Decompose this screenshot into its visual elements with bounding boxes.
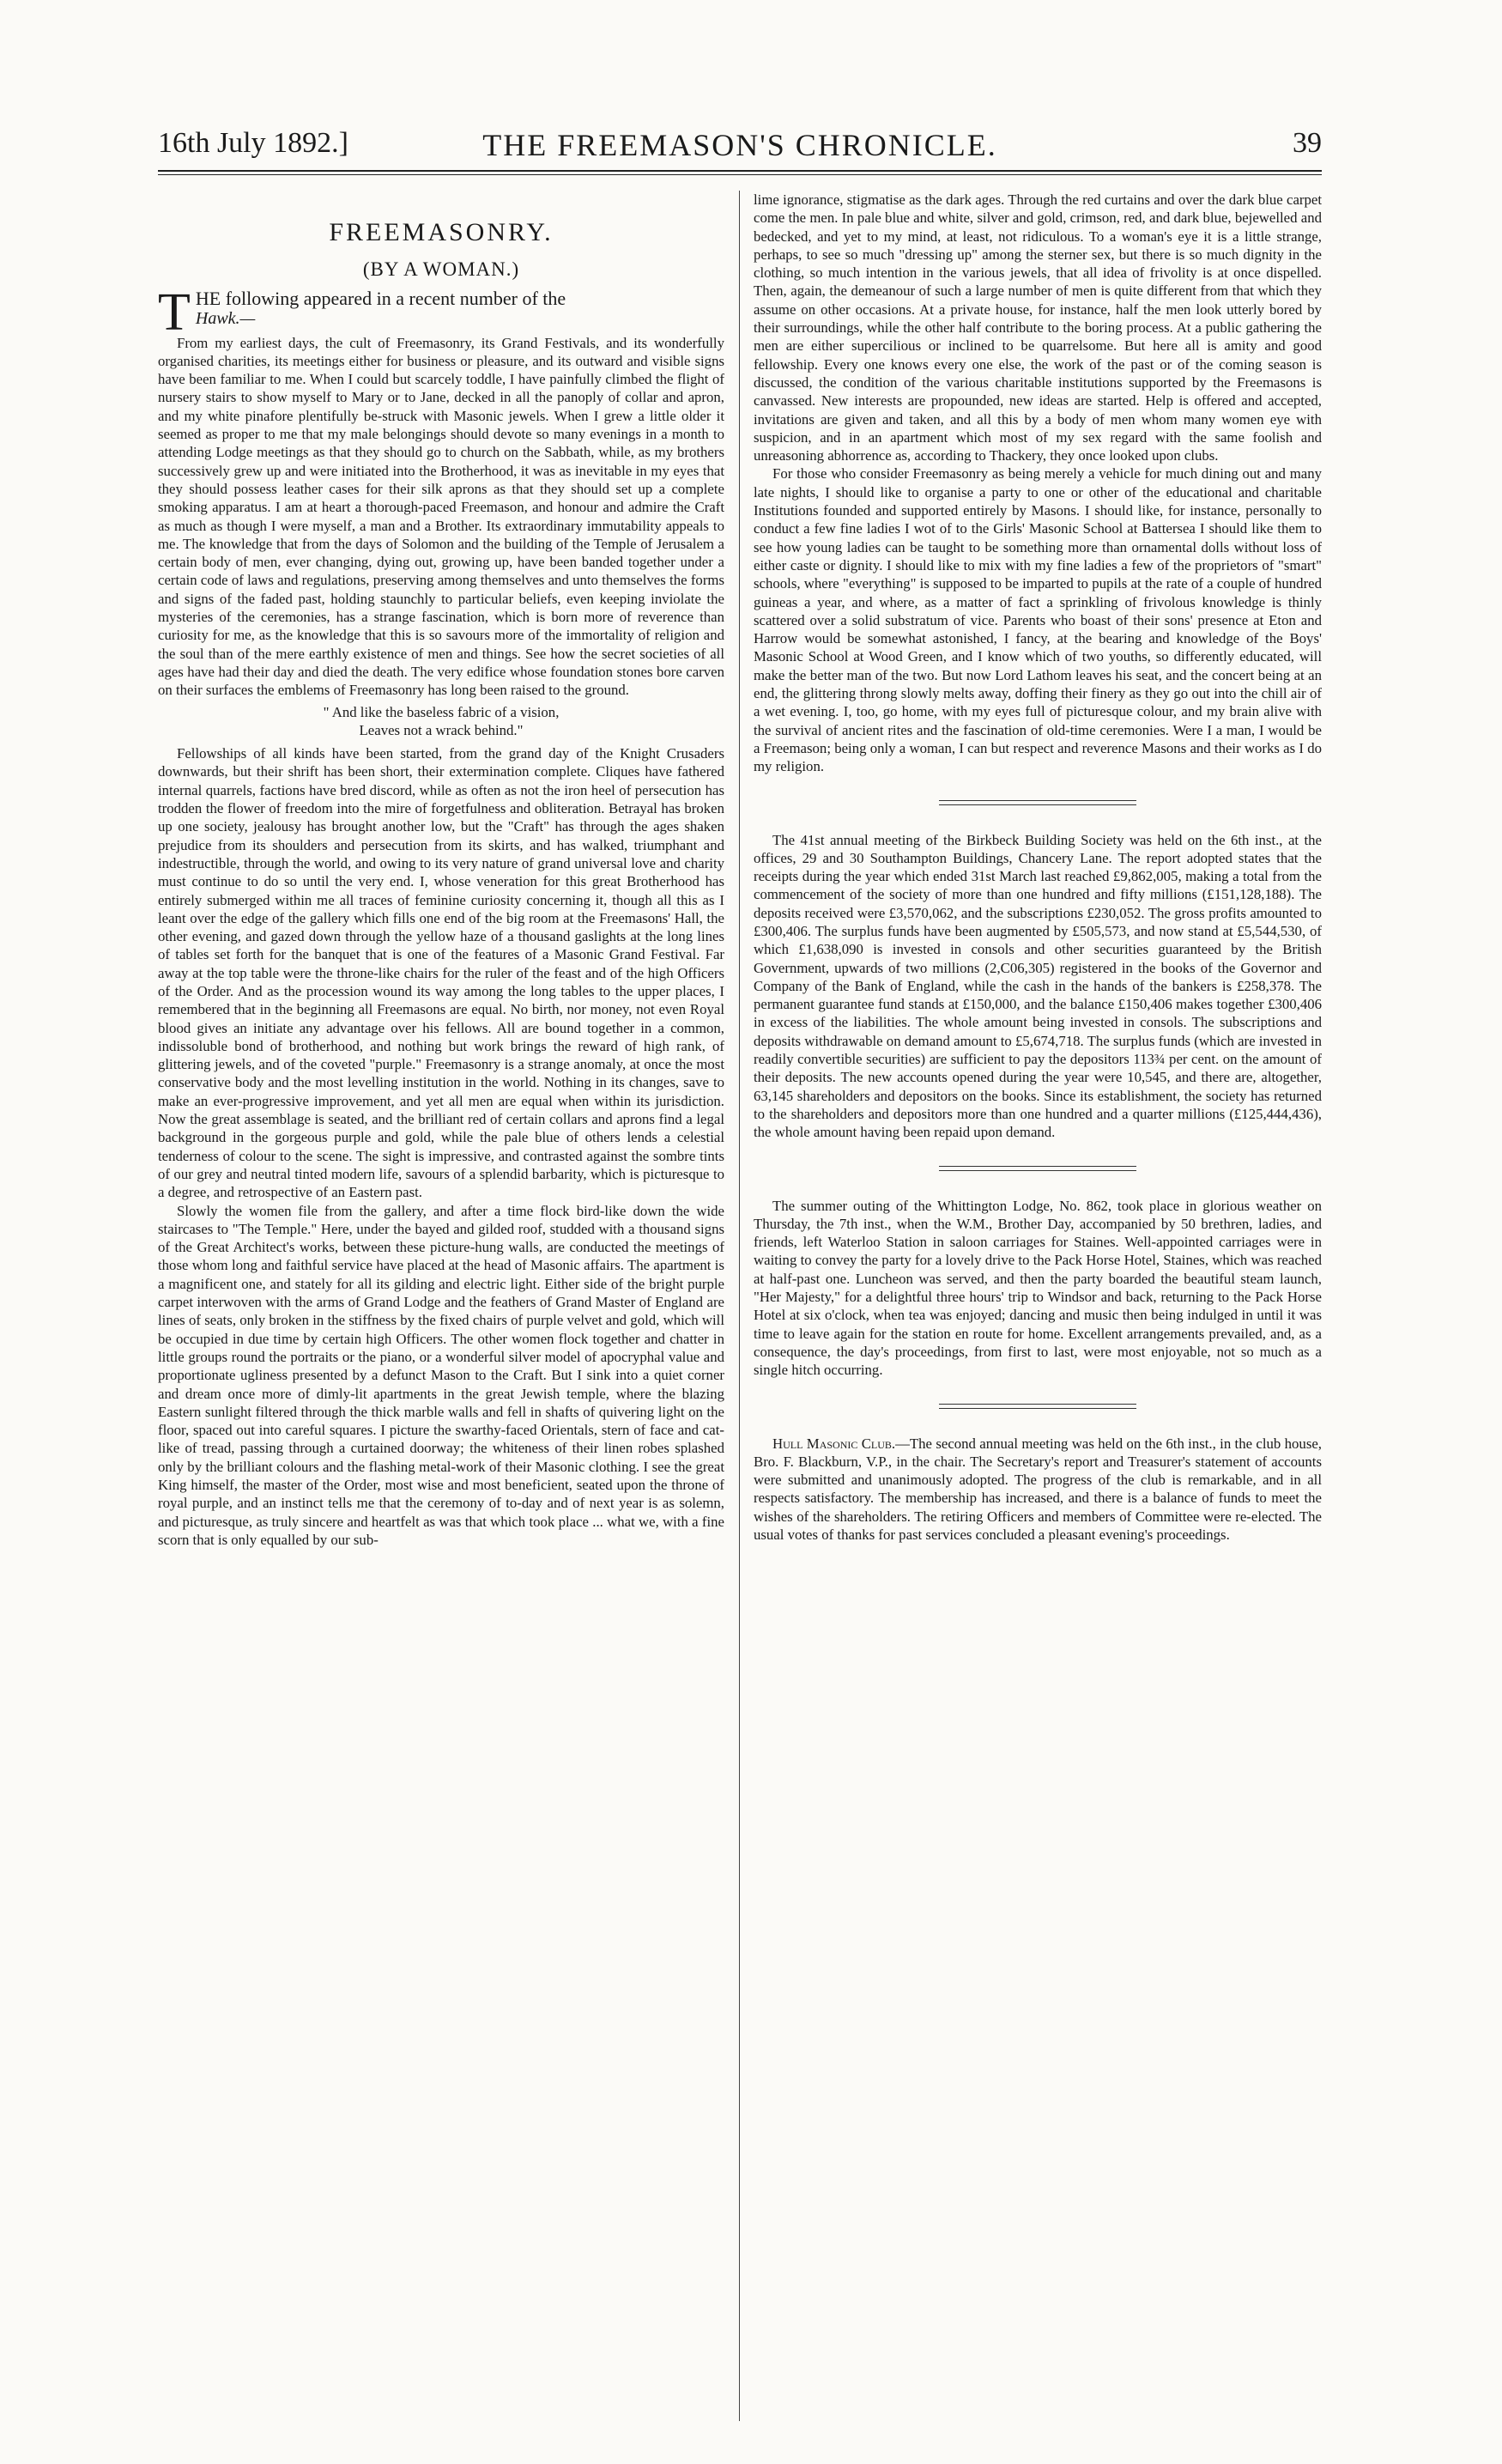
header-rule xyxy=(158,170,1322,172)
section-separator xyxy=(939,800,1136,805)
article-title: FREEMASONRY. xyxy=(329,218,554,246)
article-paragraph: Fellowships of all kinds have been started, from the grand day of the Knight Crusaders downwards, but their shrift has been short, their extermination complete. Cliques have fathered internal quarrels, factions have bred discord, while as often as not the iron heel of persecution has trodden the flower of freedom into the mire of forgetfulness and obliteration. Betrayal has broken up one society, jealousy has brought another low, but the "Craft" has through the ages shaken prejudice from its shoulders and persecution from its skirts, and has walked, triumphant and indestructible, through the world, and owing to its very nature of grand universal love and charity must continue to do so until the very end. I, whose veneration for this great Brotherhood has entirely submerged within me all traces of feminine curiosity concerning it, though all this as I leant over the edge of the gallery which fills one end of the big room at the Freemasons' Hall, the other evening, and gazed down through the yellow haze of a thousand gaslights at the long lines of tables set forth for the banquet that is one of the features of a Masonic Grand Festival. Far away at the top table were the throne-like chairs for the ruler of the feast and of the high Officers of the Order. And as the procession wound its way among the long tables to the upper places, I remembered that in the beginning all Freemasons are equal. No birth, nor money, not even Royal blood gives an initiate any advantage over his fellows. All are bound together in a common, indissoluble bond of brotherhood, and nothing but work brings the reward of high rank, of glittering jewels, and of the coveted "purple." Freemasonry is a strange anomaly, at once the most conservative body and the most levelling institution in the world. Nothing in its changes, save to make an ever-progressive improvement, and yet all men are equal when within its jurisdiction. Now the great assemblage is seated, and the brilliant red of certain collars and aprons find a legal background in the gorgeous purple and gold, while the pale blue of others lends a celestial tenderness of colour to the scene. The sight is impressive, and contrasted against the sombre tints of our grey and neutral tinted modern life, savours of a splendid barbarity, which is picturesque to a degree, and retrospective of an Eastern past. xyxy=(158,745,724,1201)
column-divider xyxy=(739,191,740,2421)
lead-source xyxy=(158,310,724,328)
birkbeck-notice: The 41st annual meeting of the Birkbeck Building Society was held on the 6th inst., at the offices, 29 and 30 Southampton Buildings, Chancery Lane. The report adopted states that the receipts during the year which ended 31st March last reached £9,862,005, making a total from the commencement of the society of more than one hundred and fifty millions (£151,128,188). The deposits received were £3,570,062, and the subscriptions £230,052. The gross profits amounted to £300,406. The surplus funds have been augmented by £505,573, and now stand at £5,544,530, of which £1,638,090 is invested in consols and other securities guaranteed by the British Government, upwards of two millions (2,C06,305) registered in the books of the Governor and Company of the Bank of England, while the cash in the hands of the bankers is £258,378. The permanent guarantee fund stands at £150,000, and the balance £150,406 makes together £300,406 in excess of the liabilities. The whole amount being invested in consols. The subscriptions and deposits withdrawable on demand amount to £5,674,718. The surplus funds (which are invested in readily convertible securities) are sufficient to pay the depositors 113¾ per cent. on the amount of their deposits. The new accounts opened during the year were 10,545, and there are, altogether, 63,145 shareholders and depositors on the books. Since its establishment, the society has returned to the shareholders and depositors more than one hundred and a quarter millions (£125,444,436), the whole amount having been repaid upon demand. xyxy=(754,831,1322,1141)
verse-line: " And like the baseless fabric of a vision, xyxy=(323,703,560,720)
article-paragraph: From my earliest days, the cult of Freemasonry, its Grand Festivals, and its wonderfully organised charities, its meetings either for business or pleasure, and its outward and visible signs have been familiar to me. When I could but scarcely toddle, I have painfully climbed the flight of nursery stairs to show myself to Mary or to Jane, decked in all the panoply of collar and apron, and my white pinafore plentifully be-struck with Masonic jewels. When I grew a little older it seemed as proper to me that my male belongings should devote so many evenings in a month to attending Lodge meetings as that they should go to church on the Sabbath, while, as my brothers successively grew up and were initiated into the Brotherhood, it was as inevitable in my eyes that they should possess leather cases for their silk aprons as that they should set up a complete smoking apparatus. I am at heart a thorough-paced Freemason, and honour and admire the Craft as much as though I were myself, a man and a Brother. Its extraordinary immutability appeals to me. The knowledge that from the days of Solomon and the building of the Temple of Jerusalem a certain body of men, ever changing, dying out, growing up, have been banded together under a certain code of laws and regulations, preserving among themselves and unto themselves the forms and signs of the faded past, holding staunchly to particular beliefs, even keeping inviolate the mysteries of the ceremonies, has a strange fascination, which is born more of reverence than curiosity for me, as the knowledge that this is so savours more of the immortality of religion and the soul than of the mere earthly existence of men and things. See how the secret societies of all ages have had their day and died the death. The very edifice whose foundation stones bore carven on their surfaces the emblems of Freemasonry has long been raised to the ground. xyxy=(158,334,724,699)
section-separator xyxy=(939,1166,1136,1171)
source-name: Hawk.— xyxy=(195,308,256,328)
drop-cap: T xyxy=(158,282,191,342)
left-column xyxy=(158,191,724,1549)
header-rule-thin xyxy=(158,174,1322,175)
lead-text: HE following appeared in a recent number of the xyxy=(195,287,566,309)
hull-text: —The second annual meeting was held on the 6th inst., in the club house, Bro. F. Blackburn, V.P., in the chair. The Secretary's report and Treasurer's statement of accounts were submitted and unanimously adopted. The progress of the club is remarkable, and in all respects satisfactory. The membership has increased, and there is a balance of funds to meet the wishes of the shareholders. The retiring Officers and members of Committee were re-elected. The usual votes of thanks for past services concluded a pleasant evening's proceedings. xyxy=(754,1435,1322,1543)
page-number: 39 xyxy=(1293,127,1322,159)
whittington-notice: The summer outing of the Whittington Lodge, No. 862, took place in glorious weather on Thursday, the 7th inst., when the W.M., Brother Day, accompanied by 50 brethren, ladies, and friends, left Waterloo Station in saloon carriages for Staines. Well-appointed carriages were in waiting to convey the party for a lovely drive to the Pack Horse Hotel, Staines, which was reached at half-past one. Luncheon was served, and then the party boarded the beautiful steam launch, "Her Majesty," for a delightful three hours' trip to Windsor and back, returning to the Pack Horse Hotel at six o'clock, when tea was enjoyed; dancing and music then being indulged in until it was time to leave again for the station en route for home. Excellent arrangements prevailed, and, as a consequence, the day's proceedings, from first to last, were most enjoyable, not so much as a single hitch occurring. xyxy=(754,1197,1322,1379)
issue-date: 16th July 1892.] xyxy=(158,127,348,159)
hull-heading: Hull Masonic Club. xyxy=(772,1435,896,1452)
section-separator xyxy=(939,1404,1136,1409)
article-paragraph: For those who consider Freemasonry as being merely a vehicle for much dining out and many late nights, I should like to organise a party to one or other of the educational and charitable Institutions founded and supported entirely by Masons. I should like, for instance, personally to conduct a few fine ladies I wot of to the Girls' Masonic School at Battersea I should like them to see how young ladies can be taught to be something more than ornamental dolls without loss of either caste or dignity. I should like to mix with my fine ladies a few of the proprietors of "smart" schools, where "everything" is supposed to be imparted to pupils at the rate of a couple of hundred guineas a year, and where, as a matter of fact a sprinkling of frivolous knowledge is thinly scattered over a solid substratum of vice. Parents who boast of their sons' presence at Eton and Harrow would be somewhat astonished, I fancy, at the bearing and knowledge of the Boys' Masonic School at Wood Green, and I know which of two youths, so differently educated, will make the better man of the two. But now Lord Lathom leaves his seat, and the concert being at an end, the glittering throng slowly melts away, doffing their finery as they go out into the chill air of a wet evening. I, too, go home, with my eyes full of picturesque colour, and my brain alive with the survival of ancient rites and the fascination of old-time ceremonies. Were I a man, I would be a Freemason; being only a woman, I can but respect and reverence Masons and their works as I do my religion. xyxy=(754,465,1322,775)
right-column xyxy=(754,191,1322,1544)
article-paragraph: Slowly the women file from the gallery, and after a time flock bird-like down the wide staircases to "The Temple." Here, under the bayed and gilded roof, studded with a thousand signs of the Great Architect's works, between these picture-hung walls, are conducted the meetings of those whom long and faithful service have placed at the head of Masonic affairs. The apartment is a magnificent one, and stately for all its gilding and electric light. Either side of the bright purple carpet interwoven with the arms of Grand Lodge and the feathers of Grand Master of England are lines of seats, only broken in the stiffness by the fixed chairs of purple velvet and gold, which will be occupied in due time by certain high Officers. The other women flock together and chatter in little groups round the portraits or the piano, or a wonderful silver model of apocryphal value and proportionate ugliness presented by a defunct Mason to the Craft. But I sink into a quiet corner and dream once more of dimly-lit apartments in the great Jewish temple, where the blazing Eastern sunlight filtered through the thick marble walls and fell in shafts of quivering light on the floor, spaced out into careful squares. I picture the swarthy-faced Orientals, stern of face and cat-like of tread, passing through a curtained doorway; the whiteness of their linen robes splashed only by the brilliant colours and the flashing metal-work of their Masonic clothing. I see the great King himself, the master of the Order, most wise and most beneficient, seated upon the throne of royal purple, and an instinct tells me that the ceremony of to-day and of next year is as solemn, and picturesque, as truly sincere and heartfelt as was that which took place ... what we, with a fine scorn that is only equalled by our sub- xyxy=(158,1202,724,1548)
article-byline: (BY A WOMAN.) xyxy=(362,258,520,281)
article-paragraph: lime ignorance, stigmatise as the dark ages. Through the red curtains and over the dark blue carpet come the men. In pale blue and white, silver and gold, crimson, red, and dark blue, bejewelled and bedecked, and yet to my mind, at least, not ridiculous. To a woman's eye it is a little strange, perhaps, to see so much "dressing up" among the sterner sex, but there is so much dignity in the clothing, so much intention in the various jewels, that all idea of frivolity is at once dispelled. Then, again, the demeanour of such a large number of men is quite different from that which they assume on other occasions. At a private house, for instance, half the men look utterly bored by their surroundings, while the other half contribute to the boring process. At a public gathering the men are either supercilious or inclined to be quarrelsome. But here all is amity and good fellowship. Every one knows every one else, the work of the past or of the coming season is discussed, the condition of the various charitable institutions supported by the Freemasons is canvassed. New interests are propounded, new ideas are started. Help is offered and accepted, invitations are given and taken, and all this by a body of men whom many women eye with suspicion, and in an apartment which most of my sex regard with the same foolish and unreasoning abhorrence as, according to Thackery, they once looked upon clubs. xyxy=(754,191,1322,464)
page-header xyxy=(158,127,1322,165)
hull-notice xyxy=(754,1435,1322,1545)
verse-line: Leaves not a wrack behind." xyxy=(359,721,524,738)
publication-title: THE FREEMASON'S CHRONICLE. xyxy=(482,128,997,162)
